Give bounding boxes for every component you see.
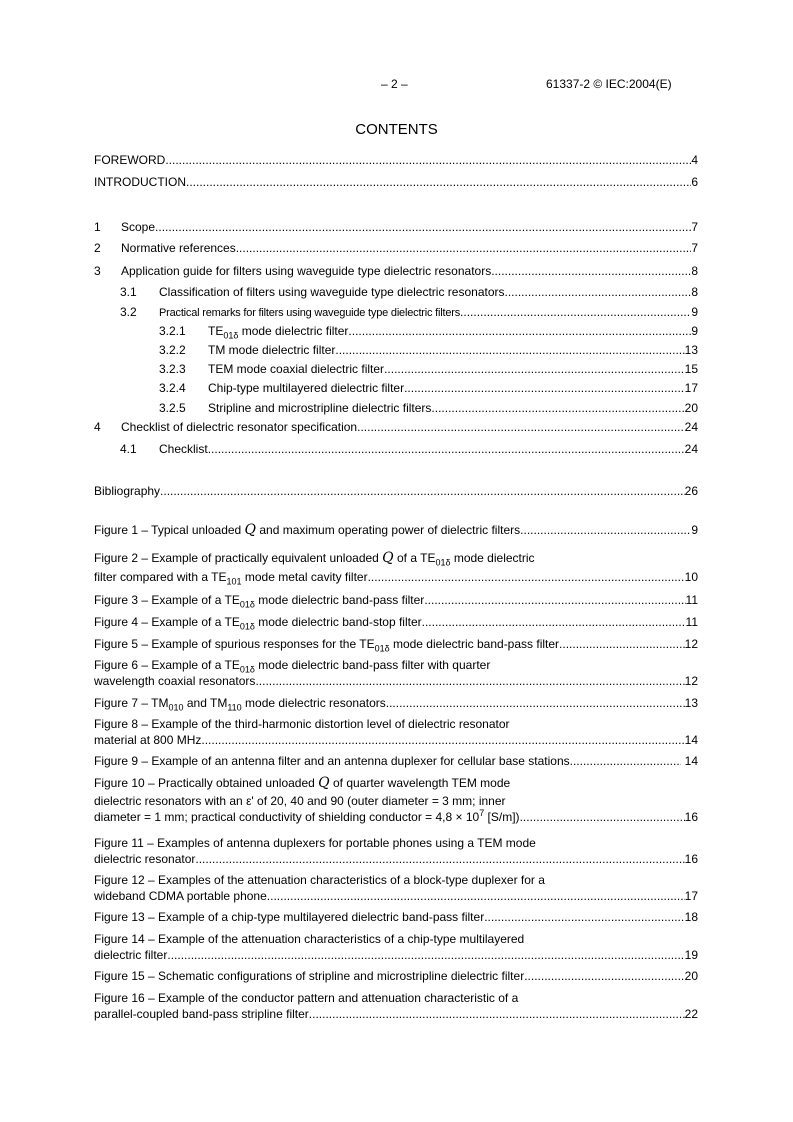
toc-entry-subsubsection[interactable] — [159, 342, 698, 358]
toc-label: Checklist of dielectric resonator specification — [121, 420, 358, 434]
toc-number: 1 — [94, 220, 101, 234]
toc-page: 17 — [684, 381, 698, 395]
toc-label: material at 800 MHz — [94, 733, 202, 747]
toc-entry-subsubsection[interactable] — [159, 361, 698, 377]
toc-entry-section[interactable] — [94, 263, 698, 279]
toc-page: 24 — [684, 442, 698, 456]
toc-page: 26 — [684, 484, 698, 498]
toc-number: 3.2.2 — [159, 343, 186, 357]
toc-page: 13 — [684, 696, 698, 710]
toc-label: Checklist — [159, 442, 208, 456]
toc-page: 9 — [691, 305, 698, 319]
toc-page: 10 — [684, 570, 698, 584]
toc-entry-figure[interactable] — [94, 716, 698, 748]
page-number: – 2 – — [381, 77, 408, 91]
toc-number: 3.2.3 — [159, 362, 186, 376]
toc-label: Figure 12 – Examples of the attenuation characteristics of a block-type duplexer for a — [94, 873, 545, 887]
toc-entry-figure[interactable] — [94, 775, 698, 825]
toc-number: 2 — [94, 241, 101, 255]
toc-label: dielectric resonators with an ε' of 20, 40 and 90 (outer diameter = 3 mm; inner — [94, 794, 506, 808]
toc-label: TM mode dielectric filter — [208, 343, 336, 357]
toc-number: 3 — [94, 264, 101, 278]
toc-label: Figure 2 – Example of practically equivalent unloaded Q of a $TE_{01\delta}$ mode dielectric — [94, 550, 535, 568]
toc-label: wideband CDMA portable phone — [94, 889, 267, 903]
toc-entry-figure[interactable] — [94, 522, 698, 538]
toc-label: Figure 15 – Schematic configurations of stripline and microstripline dielectric filter — [94, 969, 525, 983]
toc-entry-figure[interactable] — [94, 990, 698, 1022]
toc-label: Figure 16 – Example of the conductor pattern and attenuation characteristic of a — [94, 991, 519, 1005]
toc-entry-introduction[interactable] — [94, 174, 698, 190]
toc-label: Figure 1 – Typical unloaded Q and maximum operating power of dielectric filters — [94, 522, 521, 538]
toc-label: Figure 3 – Example of a $TE_{01\delta}$ mode dielectric band-pass filter — [94, 593, 425, 610]
toc-entry-figure[interactable] — [94, 550, 698, 585]
toc-entry-figure[interactable] — [94, 968, 698, 984]
toc-label: Figure 10 – Practically obtained unloaded Q of quarter wavelength TEM mode — [94, 775, 511, 791]
toc-page: 4 — [691, 153, 698, 167]
toc-label: FOREWORD — [94, 153, 166, 167]
toc-entry-subsubsection[interactable] — [159, 400, 698, 416]
toc-entry-subsubsection[interactable] — [159, 380, 698, 396]
toc-page: 9 — [691, 324, 698, 338]
document-id: 61337-2 © IEC:2004(E) — [546, 77, 672, 91]
toc-number: 3.1 — [120, 285, 137, 299]
toc-label: Stripline and microstripline dielectric filters — [208, 401, 432, 415]
toc-entry-subsubsection[interactable] — [159, 323, 698, 339]
toc-label: Chip-type multilayered dielectric filter — [208, 381, 405, 395]
toc-page: 14 — [684, 733, 698, 747]
toc-number: 4.1 — [120, 442, 137, 456]
toc-page: 11 — [685, 593, 698, 607]
toc-label: Figure 9 – Example of an antenna filter and an antenna duplexer for cellular base stations — [94, 754, 570, 768]
toc-label: Figure 11 – Examples of antenna duplexers for portable phones using a TEM mode — [94, 836, 536, 850]
toc-entry-figure[interactable] — [94, 695, 698, 711]
toc-entry-figure[interactable] — [94, 835, 698, 867]
toc-entry-subsection[interactable] — [120, 441, 698, 457]
toc-number: 3.2.5 — [159, 401, 186, 415]
toc-page: 6 — [691, 175, 698, 189]
toc-label: parallel-coupled band-pass stripline filter — [94, 1007, 309, 1021]
toc-entry-figure[interactable] — [94, 931, 698, 963]
toc-label: wavelength coaxial resonators — [94, 674, 256, 688]
toc-page: 17 — [684, 889, 698, 903]
toc-label: TEM mode coaxial dielectric filter — [208, 362, 385, 376]
toc-number: 3.2.1 — [159, 324, 186, 338]
toc-page: 7 — [691, 220, 698, 234]
toc-label: Figure 13 – Example of a chip-type multilayered dielectric band-pass filter — [94, 910, 485, 924]
toc-label: Figure 5 – Example of spurious responses for the $TE_{01\delta}$ mode dielectric band-pass filter — [94, 637, 560, 654]
toc-page: 7 — [691, 241, 698, 255]
toc-page: 22 — [684, 1007, 698, 1021]
toc-page: 20 — [684, 969, 698, 983]
toc-number: 3.2 — [120, 305, 137, 319]
toc-label: Figure 4 – Example of a $TE_{01\delta}$ mode dielectric band-stop filter — [94, 615, 422, 632]
toc-entry-section[interactable] — [94, 419, 698, 435]
toc-page: 16 — [684, 810, 698, 824]
toc-label: Practical remarks for filters using waveguide type dielectric filters — [159, 307, 461, 319]
toc-page: 19 — [684, 948, 698, 962]
contents-title: CONTENTS — [355, 121, 438, 138]
toc-entry-figure[interactable] — [94, 753, 698, 769]
toc-page: 8 — [691, 285, 698, 299]
toc-number: 4 — [94, 420, 101, 434]
toc-entry-figure[interactable] — [94, 657, 698, 689]
toc-label: Bibliography — [94, 484, 161, 498]
toc-number: 3.2.4 — [159, 381, 186, 395]
toc-page: 24 — [684, 420, 698, 434]
toc-page: 9 — [691, 523, 698, 537]
toc-page: 16 — [684, 852, 698, 866]
toc-page: 18 — [684, 910, 698, 924]
toc-label: Application guide for filters using waveguide type dielectric resonators — [121, 264, 492, 278]
toc-page: 12 — [684, 674, 698, 688]
toc-entry-section[interactable] — [94, 240, 698, 256]
toc-entry-subsection[interactable] — [120, 284, 698, 300]
toc-label: Figure 6 – Example of a $TE_{01\delta}$ mode dielectric band-pass filter with quarter — [94, 658, 491, 675]
toc-label: Normative references — [121, 241, 236, 255]
toc-entry-figure[interactable] — [94, 909, 698, 925]
toc-label: INTRODUCTION — [94, 175, 186, 189]
toc-label: filter compared with a $TE_{101}$ mode metal cavity filter — [94, 570, 368, 587]
toc-label: Figure 8 – Example of the third-harmonic distortion level of dielectric resonator — [94, 717, 510, 731]
toc-page: 15 — [684, 362, 698, 376]
toc-label: Scope — [121, 220, 156, 234]
toc-entry-figure[interactable] — [94, 636, 698, 652]
toc-entry-bibliography[interactable] — [94, 483, 698, 499]
toc-label: Figure 14 – Example of the attenuation characteristics of a chip-type multilayered — [94, 932, 525, 946]
toc-label: Classification of filters using waveguide type dielectric resonators — [159, 285, 505, 299]
toc-page: 12 — [684, 637, 698, 651]
toc-page: 14 — [684, 754, 698, 768]
toc-entry-foreword[interactable] — [94, 152, 698, 168]
toc-label: dielectric filter — [94, 948, 168, 962]
toc-entry-figure[interactable] — [94, 872, 698, 904]
toc-label: diameter = 1 mm; practical conductivity of shielding conductor = $4,8 \times 10^7$ [S/m]) — [94, 808, 520, 824]
toc-entry-figure[interactable] — [94, 592, 698, 608]
toc-label: dielectric resonator — [94, 852, 196, 866]
toc-page: 20 — [684, 401, 698, 415]
toc-entry-subsection[interactable] — [120, 304, 698, 320]
toc-page: 11 — [685, 615, 698, 629]
toc-entry-section[interactable] — [94, 219, 698, 235]
toc-label: $TE_{01\delta}$ mode dielectric filter — [208, 324, 349, 341]
toc-page: 13 — [684, 343, 698, 357]
toc-label: Figure $7 - TM_{010}$ and $TM_{110}$ mode dielectric resonators — [94, 696, 386, 713]
toc-entry-figure[interactable] — [94, 614, 698, 630]
toc-page: 8 — [691, 264, 698, 278]
